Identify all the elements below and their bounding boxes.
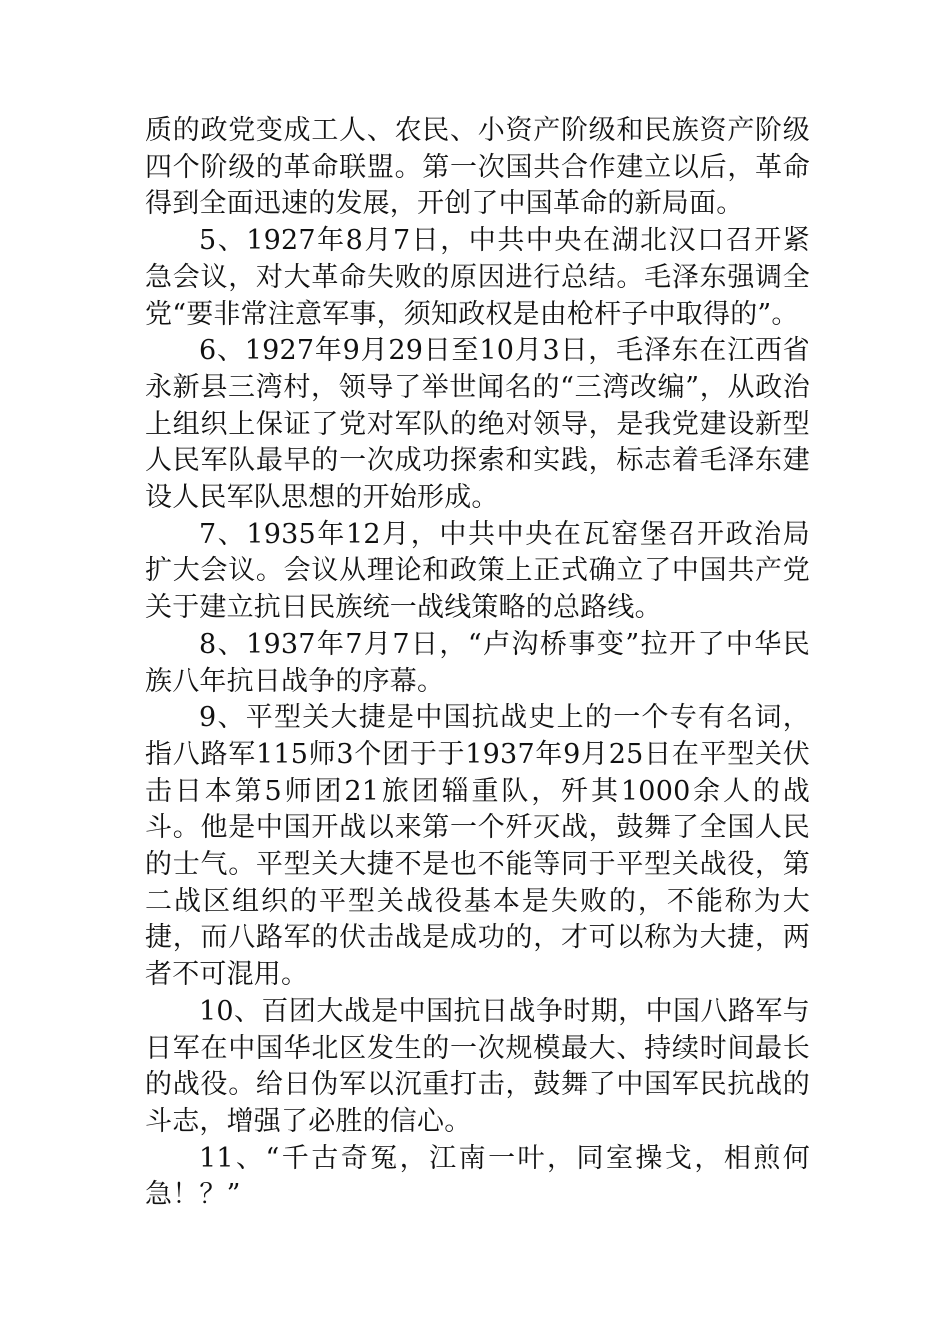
paragraph-continued: 质的政党变成工人、农民、小资产阶级和民族资产阶级四个阶级的革命联盟。第一次国共合作建立以后，革命得到全面迅速的发展，开创了中国革命的新局面。 — [145, 115, 810, 220]
paragraph-item-11: 11、“千古奇冤，江南一叶，同室操戈，相煎何急！？” — [145, 1142, 810, 1211]
document-body — [145, 113, 810, 1214]
paragraph-item-7: 7、1935年12月，中共中央在瓦窑堡召开政治局扩大会议。会议从理论和政策上正式确立了中国共产党关于建立抗日民族统一战线策略的总路线。 — [145, 518, 810, 624]
paragraph-item-5: 5、1927年8月7日，中共中央在湖北汉口召开紧急会议，对大革命失败的原因进行总结。毛泽东强调全党“要非常注意军事，须知政权是由枪杆子中取得的”。 — [145, 225, 810, 330]
paragraph-item-9: 9、平型关大捷是中国抗战史上的一个专有名词，指八路军115师3个团于于1937年9月25日在平型关伏击日本第5师团21旅团辎重队，歼其1000余人的战斗。他是中国开战以来第一个歼灭战，鼓舞了全国人民的士气。平型关大捷不是也不能等同于平型关战役，第二战区组织的平型关战役基本是失败的，不能称为大捷，而八路军的伏击战是成功的，才可以称为大捷，两者不可混用。 — [145, 702, 810, 991]
paragraph-item-10: 10、百团大战是中国抗日战争时期，中国八路军与日军在中国华北区发生的一次规模最大、持续时间最长的战役。给日伪军以沉重打击，鼓舞了中国军民抗战的斗志，增强了必胜的信心。 — [145, 995, 810, 1137]
paragraph-item-6: 6、1927年9月29日至10月3日，毛泽东在江西省永新县三湾村，领导了举世闻名的“三湾改编”，从政治上组织上保证了党对军队的绝对领导，是我党建设新型人民军队最早的一次成功探索和实践，标志着毛泽东建设人民军队思想的开始形成。 — [145, 335, 810, 514]
paragraph-item-8: 8、1937年7月7日，“卢沟桥事变”拉开了中华民族八年抗日战争的序幕。 — [145, 628, 810, 697]
